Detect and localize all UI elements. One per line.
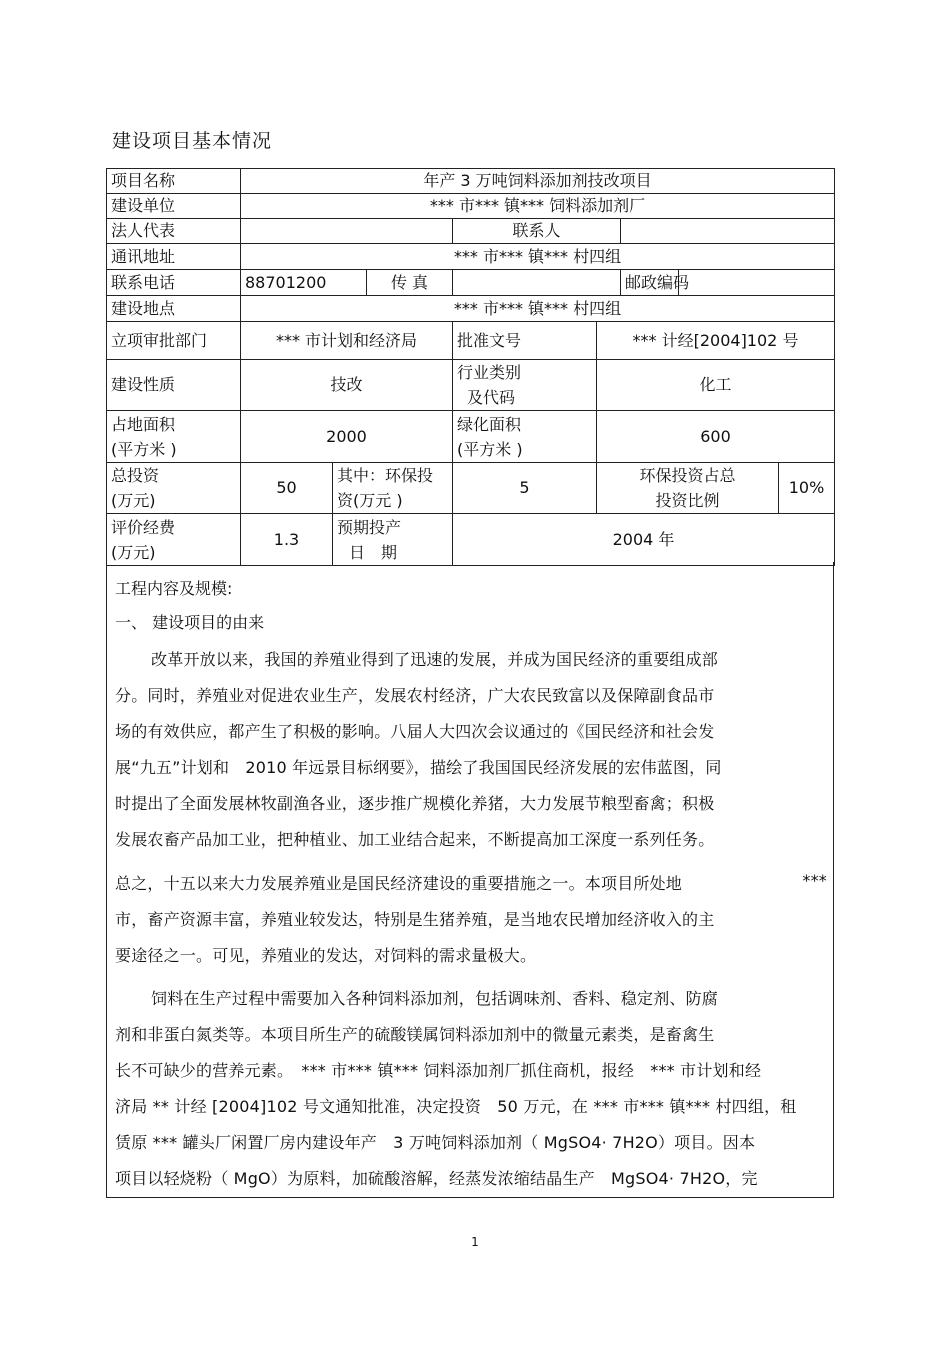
row-address <box>107 244 835 270</box>
paragraph-line: 时提出了全面发展林牧副渔各业，逐步推广规模化养猪，大力发展节粮型畜禽；积极 <box>115 794 715 813</box>
row-construction-unit <box>107 194 835 219</box>
row-legal-rep <box>107 219 835 244</box>
value-production-date: 2004 年 <box>453 514 835 566</box>
row-project-name <box>107 169 835 194</box>
paragraph-line: 济局 ** 计经 [2004]102 号文通知批准，决定投资 50 万元，在 *** 市*** 镇*** 村四组，租 <box>115 1097 797 1116</box>
value-nature: 技改 <box>241 360 453 411</box>
row-area <box>107 411 835 463</box>
label-phone: 联系电话 <box>107 270 241 296</box>
paragraph-line-mask: *** <box>802 871 827 890</box>
value-approval-doc: *** 计经[2004]102 号 <box>597 322 835 360</box>
content-heading: 工程内容及规模: <box>115 579 233 598</box>
label-area-line1: 占地面积 <box>111 414 176 434</box>
paragraph-line: 项目以轻烧粉（ MgO）为原料，加硫酸溶解，经蒸发浓缩结晶生产 MgSO4· 7H2O，完 <box>115 1169 758 1188</box>
label-green-area <box>453 411 597 463</box>
value-approval: *** 市计划和经济局 <box>241 322 453 360</box>
paragraph-line: 发展农畜产品加工业，把种植业、加工业结合起来，不断提高加工深度一系列任务。 <box>115 830 715 849</box>
row-site <box>107 296 835 322</box>
label-evaluation <box>107 514 241 566</box>
paragraph-line: 剂和非蛋白氮类等。本项目所生产的硫酸镁属饲料添加剂中的微量元素类，是畜禽生 <box>115 1025 715 1044</box>
label-env-investment-line2: 资(万元 ) <box>337 491 403 510</box>
label-env-ratio <box>597 463 779 514</box>
label-site: 建设地点 <box>107 296 241 322</box>
row-phone <box>107 270 835 296</box>
label-address: 通讯地址 <box>107 244 241 270</box>
label-production-date-line1: 预期投产 <box>337 517 402 537</box>
paragraph-line: 赁原 *** 罐头厂闲置厂房内建设年产 3 万吨饲料添加剂（ MgSO4· 7H2O）项目。因本 <box>115 1133 756 1152</box>
label-env-investment-line1: 其中：环保投 <box>337 466 434 485</box>
paragraph-line: 市，畜产资源丰富，养殖业较发达，特别是生猪养殖，是当地农民增加经济收入的主 <box>115 910 715 929</box>
paragraph-line <box>115 871 827 894</box>
value-legal-rep <box>241 219 453 244</box>
value-fax <box>453 270 621 296</box>
value-address: *** 市*** 镇*** 村四组 <box>241 244 835 270</box>
value-env-investment: 5 <box>453 463 597 514</box>
row-approval <box>107 322 835 360</box>
label-construction-unit: 建设单位 <box>107 194 241 219</box>
paragraph-line: 饲料在生产过程中需要加入各种饲料添加剂，包括调味剂、香料、稳定剂、防腐 <box>151 989 719 1008</box>
label-production-date-line2: 日 期 <box>349 542 398 562</box>
row-investment <box>107 463 835 514</box>
label-fax: 传 真 <box>367 270 453 296</box>
section-heading: 一、 建设项目的由来 <box>115 613 265 632</box>
label-approval: 立项审批部门 <box>107 322 241 360</box>
value-industry: 化工 <box>597 360 835 411</box>
value-construction-unit: *** 市*** 镇*** 饲料添加剂厂 <box>241 194 835 219</box>
label-area-line2: (平方米 ) <box>111 439 177 459</box>
label-industry <box>453 360 597 411</box>
label-nature: 建设性质 <box>107 360 241 411</box>
label-investment <box>107 463 241 514</box>
paragraph-line-text: 总之，十五以来大力发展养殖业是国民经济建设的重要措施之一。本项目所处地 <box>115 874 683 893</box>
row-nature <box>107 360 835 411</box>
row-evaluation <box>107 514 835 566</box>
project-info-table <box>106 168 835 566</box>
label-project-name: 项目名称 <box>107 169 241 194</box>
paragraph-line: 要途径之一。可见，养殖业的发达，对饲料的需求量极大。 <box>115 946 537 965</box>
label-industry-line1: 行业类别 <box>457 363 522 382</box>
value-investment: 50 <box>241 463 333 514</box>
label-env-investment <box>333 463 453 514</box>
label-green-area-line2: (平方米 ) <box>457 439 523 459</box>
value-phone: 88701200 <box>241 270 367 296</box>
paragraph-line: 长不可缺少的营养元素。 *** 市*** 镇*** 饲料添加剂厂抓住商机，报经 *** 市计划和经 <box>115 1061 762 1080</box>
label-area <box>107 411 241 463</box>
value-area: 2000 <box>241 411 453 463</box>
paragraph-line: 展“九五”计划和 2010 年远景目标纲要》，描绘了我国国民经济发展的宏伟蓝图，同 <box>115 758 722 777</box>
label-green-area-line1: 绿化面积 <box>457 414 522 434</box>
value-site: *** 市*** 镇*** 村四组 <box>241 296 835 322</box>
label-approval-doc: 批准文号 <box>453 322 597 360</box>
value-evaluation: 1.3 <box>241 514 333 566</box>
paragraph-line: 改革开放以来，我国的养殖业得到了迅速的发展，并成为国民经济的重要组成部 <box>151 650 719 669</box>
label-postcode: 邮政编码 <box>621 270 679 296</box>
value-contact <box>621 219 835 244</box>
label-industry-line2: 及代码 <box>467 388 516 407</box>
value-project-name: 年产 3 万吨饲料添加剂技改项目 <box>241 169 835 194</box>
label-evaluation-line2: (万元) <box>111 542 156 562</box>
value-green-area: 600 <box>597 411 835 463</box>
label-contact: 联系人 <box>453 219 621 244</box>
page-number: 1 <box>471 1235 479 1249</box>
label-investment-line2: (万元) <box>111 491 156 510</box>
label-production-date <box>333 514 453 566</box>
paragraph-line: 场的有效供应，都产生了积极的影响。八届人大四次会议通过的《国民经济和社会发 <box>115 722 715 741</box>
label-evaluation-line1: 评价经费 <box>111 517 176 537</box>
label-env-ratio-line2: 投资比例 <box>655 491 720 510</box>
label-env-ratio-line1: 环保投资占总 <box>639 466 736 485</box>
page-title: 建设项目基本情况 <box>112 130 273 152</box>
value-postcode <box>679 270 835 296</box>
label-investment-line1: 总投资 <box>111 466 160 485</box>
paragraph-line: 分。同时，养殖业对促进农业生产，发展农村经济，广大农民致富以及保障副食品市 <box>115 686 715 705</box>
project-content-box <box>106 562 834 1198</box>
label-legal-rep: 法人代表 <box>107 219 241 244</box>
value-env-ratio: 10% <box>779 463 835 514</box>
